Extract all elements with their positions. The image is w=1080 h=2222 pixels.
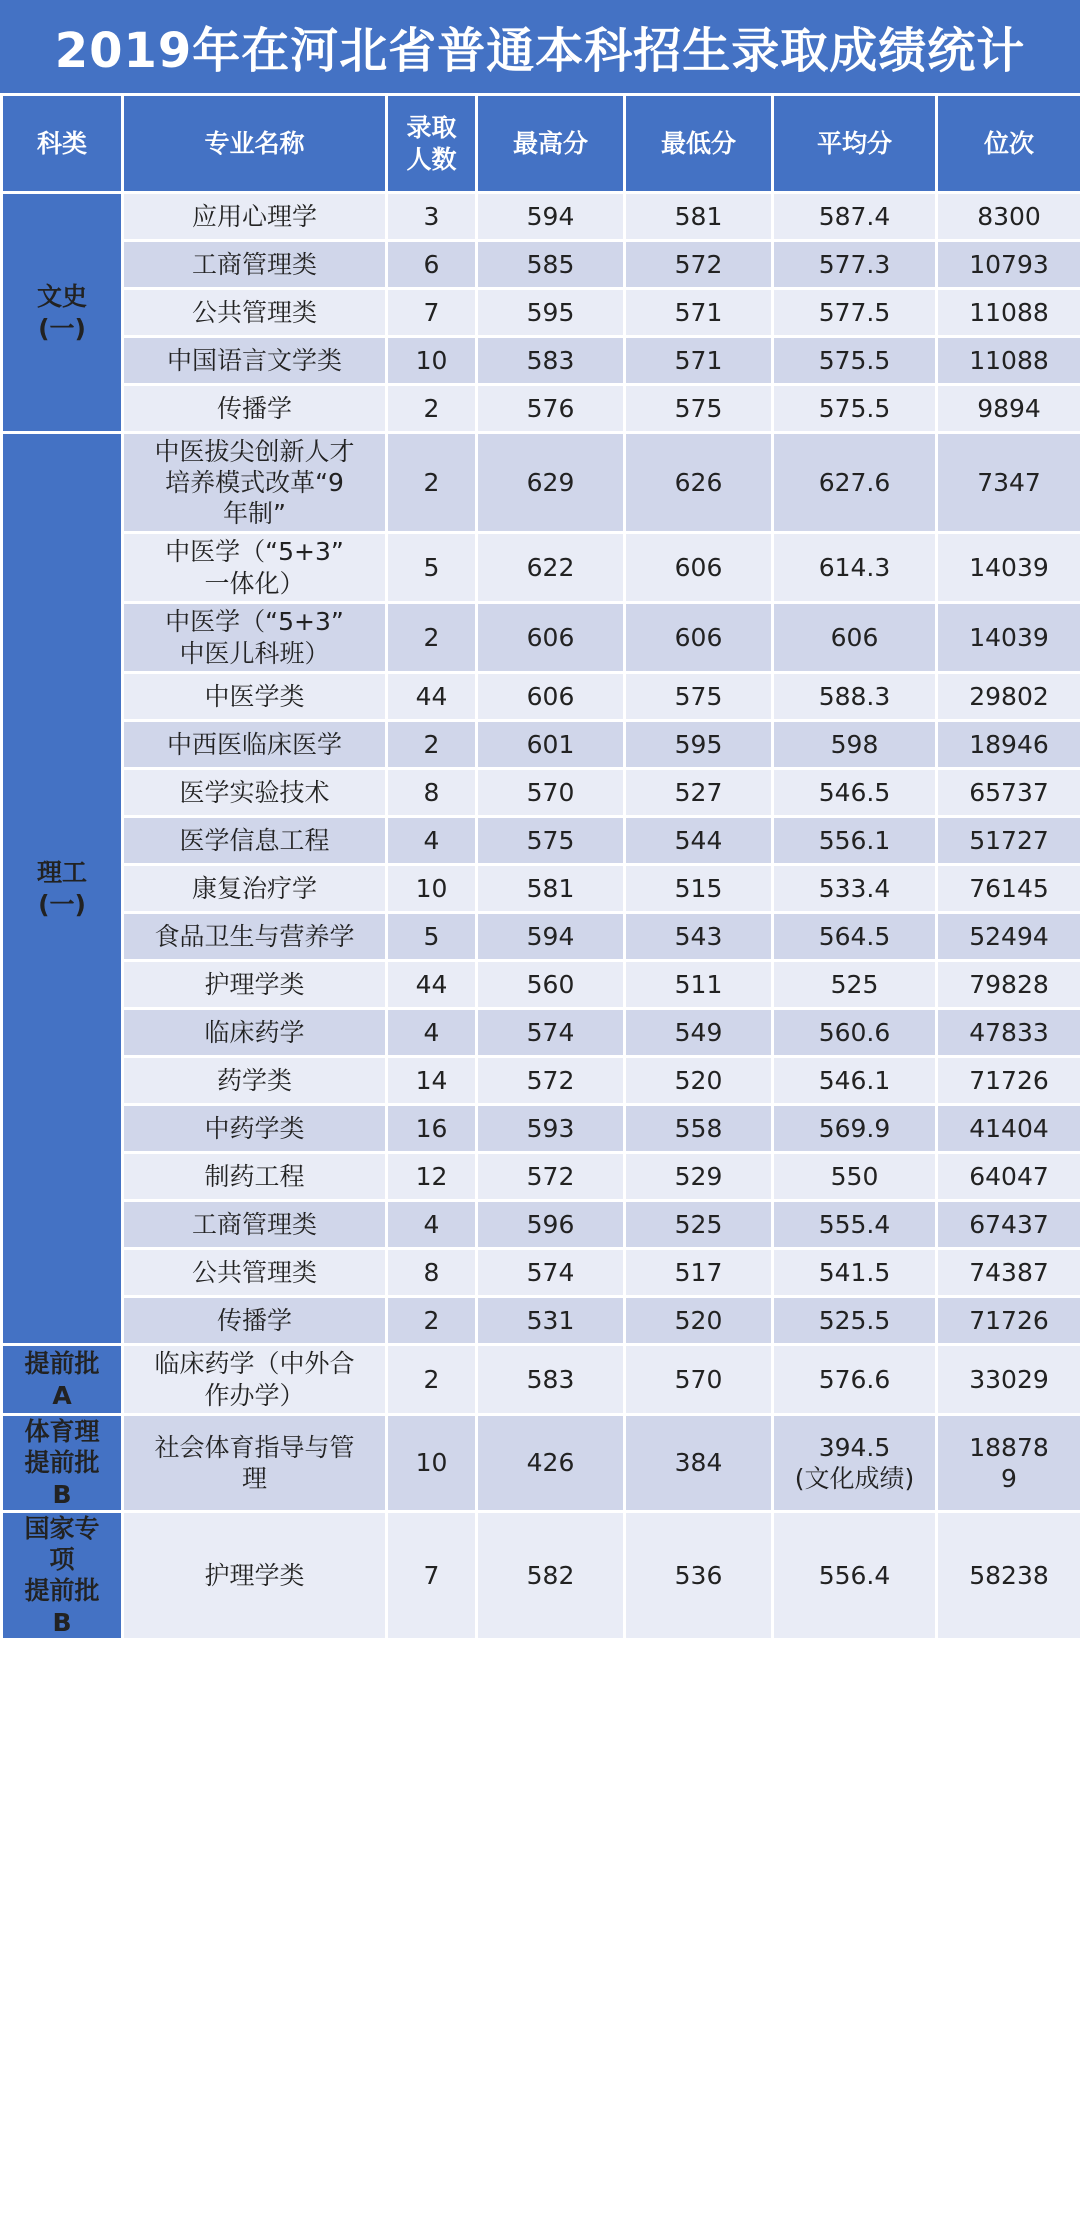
rank-cell: 11088	[937, 337, 1080, 385]
count-cell: 44	[387, 673, 477, 721]
header-category: 科类	[2, 95, 123, 193]
major-cell: 医学实验技术	[123, 769, 387, 817]
avg-score-cell: 576.6	[773, 1345, 937, 1415]
table-row	[2, 603, 1080, 673]
min-score-cell: 570	[625, 1345, 773, 1415]
avg-score-cell: 550	[773, 1153, 937, 1201]
table-row	[2, 769, 1080, 817]
avg-score-cell: 546.1	[773, 1057, 937, 1105]
major-cell: 传播学	[123, 1297, 387, 1345]
max-score-cell: 576	[477, 385, 625, 433]
count-cell: 2	[387, 433, 477, 533]
table-row	[2, 1249, 1080, 1297]
min-score-cell: 575	[625, 673, 773, 721]
max-score-cell: 572	[477, 1057, 625, 1105]
rank-cell: 76145	[937, 865, 1080, 913]
min-score-cell: 536	[625, 1511, 773, 1639]
count-cell: 8	[387, 1249, 477, 1297]
major-cell: 中医学类	[123, 673, 387, 721]
rank-cell: 65737	[937, 769, 1080, 817]
major-cell: 中药学类	[123, 1105, 387, 1153]
max-score-cell: 582	[477, 1511, 625, 1639]
rank-cell: 18946	[937, 721, 1080, 769]
header-max-score: 最高分	[477, 95, 625, 193]
count-cell: 4	[387, 1009, 477, 1057]
count-cell: 16	[387, 1105, 477, 1153]
rank-cell: 52494	[937, 913, 1080, 961]
min-score-cell: 626	[625, 433, 773, 533]
count-cell: 8	[387, 769, 477, 817]
table-row	[2, 721, 1080, 769]
min-score-cell: 572	[625, 241, 773, 289]
major-cell: 中医拔尖创新人才 培养模式改革“9 年制”	[123, 433, 387, 533]
rank-cell: 14039	[937, 603, 1080, 673]
min-score-cell: 595	[625, 721, 773, 769]
rank-cell: 33029	[937, 1345, 1080, 1415]
max-score-cell: 581	[477, 865, 625, 913]
avg-score-cell: 577.3	[773, 241, 937, 289]
table-row	[2, 1511, 1080, 1639]
count-cell: 6	[387, 241, 477, 289]
header-major: 专业名称	[123, 95, 387, 193]
max-score-cell: 570	[477, 769, 625, 817]
max-score-cell: 629	[477, 433, 625, 533]
rank-cell: 67437	[937, 1201, 1080, 1249]
rank-cell: 9894	[937, 385, 1080, 433]
table-row	[2, 193, 1080, 241]
max-score-cell: 575	[477, 817, 625, 865]
count-cell: 2	[387, 603, 477, 673]
major-cell: 应用心理学	[123, 193, 387, 241]
min-score-cell: 525	[625, 1201, 773, 1249]
table-row	[2, 1415, 1080, 1512]
rank-cell: 74387	[937, 1249, 1080, 1297]
count-cell: 10	[387, 865, 477, 913]
max-score-cell: 426	[477, 1415, 625, 1512]
rank-cell: 14039	[937, 533, 1080, 603]
min-score-cell: 606	[625, 603, 773, 673]
count-cell: 44	[387, 961, 477, 1009]
header-avg-score: 平均分	[773, 95, 937, 193]
count-cell: 7	[387, 289, 477, 337]
avg-score-cell: 575.5	[773, 337, 937, 385]
min-score-cell: 520	[625, 1297, 773, 1345]
table-row	[2, 433, 1080, 533]
count-cell: 10	[387, 337, 477, 385]
category-cell: 理工 (一)	[2, 433, 123, 1345]
max-score-cell: 574	[477, 1249, 625, 1297]
min-score-cell: 517	[625, 1249, 773, 1297]
header-admitted-count: 录取 人数	[387, 95, 477, 193]
min-score-cell: 511	[625, 961, 773, 1009]
rank-cell: 7347	[937, 433, 1080, 533]
rank-cell: 51727	[937, 817, 1080, 865]
max-score-cell: 606	[477, 673, 625, 721]
count-cell: 4	[387, 817, 477, 865]
avg-score-cell: 541.5	[773, 1249, 937, 1297]
avg-score-cell: 587.4	[773, 193, 937, 241]
max-score-cell: 606	[477, 603, 625, 673]
table-row	[2, 1009, 1080, 1057]
avg-score-cell: 555.4	[773, 1201, 937, 1249]
table-row	[2, 1105, 1080, 1153]
min-score-cell: 544	[625, 817, 773, 865]
count-cell: 14	[387, 1057, 477, 1105]
min-score-cell: 520	[625, 1057, 773, 1105]
major-cell: 公共管理类	[123, 1249, 387, 1297]
avg-score-cell: 560.6	[773, 1009, 937, 1057]
min-score-cell: 558	[625, 1105, 773, 1153]
major-cell: 中西医临床医学	[123, 721, 387, 769]
count-cell: 2	[387, 1345, 477, 1415]
max-score-cell: 583	[477, 337, 625, 385]
max-score-cell: 596	[477, 1201, 625, 1249]
major-cell: 公共管理类	[123, 289, 387, 337]
min-score-cell: 527	[625, 769, 773, 817]
avg-score-cell: 614.3	[773, 533, 937, 603]
table-row	[2, 289, 1080, 337]
table-row	[2, 817, 1080, 865]
count-cell: 5	[387, 533, 477, 603]
major-cell: 药学类	[123, 1057, 387, 1105]
max-score-cell: 585	[477, 241, 625, 289]
table-row	[2, 961, 1080, 1009]
count-cell: 4	[387, 1201, 477, 1249]
rank-cell: 47833	[937, 1009, 1080, 1057]
max-score-cell: 572	[477, 1153, 625, 1201]
min-score-cell: 549	[625, 1009, 773, 1057]
max-score-cell: 594	[477, 913, 625, 961]
header-row	[2, 95, 1080, 193]
header-rank: 位次	[937, 95, 1080, 193]
major-cell: 医学信息工程	[123, 817, 387, 865]
major-cell: 工商管理类	[123, 1201, 387, 1249]
max-score-cell: 594	[477, 193, 625, 241]
min-score-cell: 384	[625, 1415, 773, 1512]
table-row	[2, 385, 1080, 433]
max-score-cell: 574	[477, 1009, 625, 1057]
major-cell: 护理学类	[123, 961, 387, 1009]
rank-cell: 10793	[937, 241, 1080, 289]
table-row	[2, 1201, 1080, 1249]
avg-score-cell: 569.9	[773, 1105, 937, 1153]
max-score-cell: 560	[477, 961, 625, 1009]
table-row	[2, 1345, 1080, 1415]
table-row	[2, 673, 1080, 721]
admission-table	[0, 93, 1080, 1641]
major-cell: 社会体育指导与管 理	[123, 1415, 387, 1512]
avg-score-cell: 394.5 (文化成绩)	[773, 1415, 937, 1512]
rank-cell: 29802	[937, 673, 1080, 721]
avg-score-cell: 546.5	[773, 769, 937, 817]
rank-cell: 71726	[937, 1297, 1080, 1345]
count-cell: 7	[387, 1511, 477, 1639]
avg-score-cell: 606	[773, 603, 937, 673]
max-score-cell: 531	[477, 1297, 625, 1345]
table-body	[2, 193, 1080, 1640]
avg-score-cell: 575.5	[773, 385, 937, 433]
rank-cell: 18878 9	[937, 1415, 1080, 1512]
avg-score-cell: 525.5	[773, 1297, 937, 1345]
min-score-cell: 575	[625, 385, 773, 433]
min-score-cell: 571	[625, 337, 773, 385]
max-score-cell: 595	[477, 289, 625, 337]
rank-cell: 64047	[937, 1153, 1080, 1201]
table-row	[2, 913, 1080, 961]
min-score-cell: 581	[625, 193, 773, 241]
rank-cell: 79828	[937, 961, 1080, 1009]
min-score-cell: 515	[625, 865, 773, 913]
major-cell: 康复治疗学	[123, 865, 387, 913]
header-min-score: 最低分	[625, 95, 773, 193]
count-cell: 2	[387, 385, 477, 433]
max-score-cell: 593	[477, 1105, 625, 1153]
avg-score-cell: 564.5	[773, 913, 937, 961]
category-cell: 提前批 A	[2, 1345, 123, 1415]
max-score-cell: 601	[477, 721, 625, 769]
count-cell: 2	[387, 1297, 477, 1345]
count-cell: 12	[387, 1153, 477, 1201]
category-cell: 国家专 项 提前批 B	[2, 1511, 123, 1639]
major-cell: 工商管理类	[123, 241, 387, 289]
major-cell: 传播学	[123, 385, 387, 433]
table-row	[2, 1297, 1080, 1345]
rank-cell: 71726	[937, 1057, 1080, 1105]
major-cell: 中医学（“5+3” 一体化）	[123, 533, 387, 603]
max-score-cell: 583	[477, 1345, 625, 1415]
table-row	[2, 241, 1080, 289]
avg-score-cell: 556.4	[773, 1511, 937, 1639]
rank-cell: 8300	[937, 193, 1080, 241]
min-score-cell: 606	[625, 533, 773, 603]
avg-score-cell: 627.6	[773, 433, 937, 533]
avg-score-cell: 525	[773, 961, 937, 1009]
avg-score-cell: 556.1	[773, 817, 937, 865]
major-cell: 临床药学	[123, 1009, 387, 1057]
major-cell: 护理学类	[123, 1511, 387, 1639]
count-cell: 5	[387, 913, 477, 961]
min-score-cell: 543	[625, 913, 773, 961]
rank-cell: 11088	[937, 289, 1080, 337]
count-cell: 10	[387, 1415, 477, 1512]
category-cell: 体育理 提前批 B	[2, 1415, 123, 1512]
major-cell: 食品卫生与营养学	[123, 913, 387, 961]
rank-cell: 58238	[937, 1511, 1080, 1639]
count-cell: 2	[387, 721, 477, 769]
major-cell: 制药工程	[123, 1153, 387, 1201]
table-row	[2, 1057, 1080, 1105]
avg-score-cell: 598	[773, 721, 937, 769]
table-row	[2, 865, 1080, 913]
major-cell: 中医学（“5+3” 中医儿科班）	[123, 603, 387, 673]
count-cell: 3	[387, 193, 477, 241]
avg-score-cell: 588.3	[773, 673, 937, 721]
category-cell: 文史 (一)	[2, 193, 123, 433]
rank-cell: 41404	[937, 1105, 1080, 1153]
major-cell: 临床药学（中外合 作办学）	[123, 1345, 387, 1415]
table-row	[2, 337, 1080, 385]
table-row	[2, 1153, 1080, 1201]
major-cell: 中国语言文学类	[123, 337, 387, 385]
min-score-cell: 529	[625, 1153, 773, 1201]
avg-score-cell: 533.4	[773, 865, 937, 913]
avg-score-cell: 577.5	[773, 289, 937, 337]
min-score-cell: 571	[625, 289, 773, 337]
table-row	[2, 533, 1080, 603]
max-score-cell: 622	[477, 533, 625, 603]
page-title: 2019年在河北省普通本科招生录取成绩统计	[0, 0, 1080, 93]
